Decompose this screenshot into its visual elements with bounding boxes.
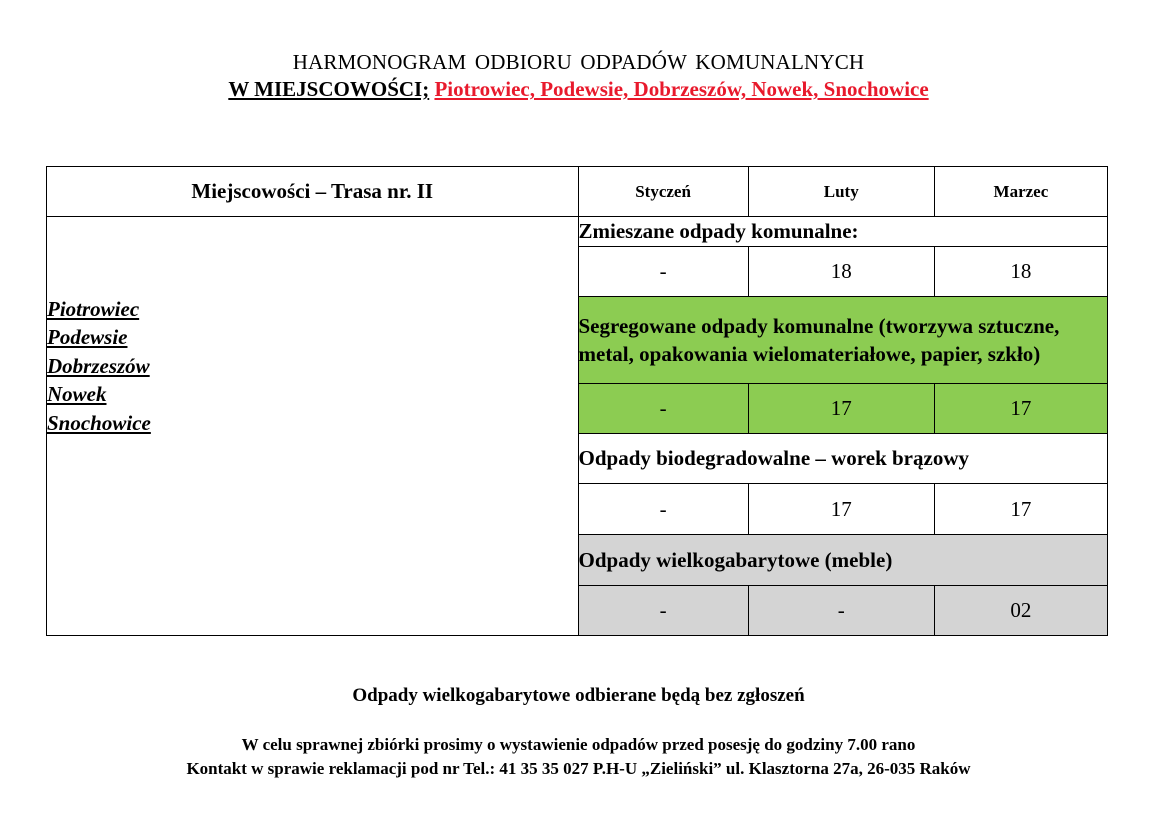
- schedule-table: [46, 166, 1108, 636]
- category-label-segregated: Segregowane odpady komunalne (tworzywa sztuczne, metal, opakowania wielomateriałowe, papier, szkło): [578, 297, 1108, 384]
- document-title: HARMONOGRAM ODBIORU ODPADÓW KOMUNALNYCH: [292, 50, 865, 74]
- date-cell: -: [578, 586, 748, 636]
- location-item: Dobrzeszów: [47, 353, 150, 378]
- date-cell: 18: [934, 247, 1107, 297]
- date-cell: 17: [934, 384, 1107, 434]
- date-cell: 17: [934, 484, 1107, 535]
- locations-list: [47, 295, 578, 438]
- month-header-february: Luty: [748, 167, 934, 217]
- location-item: Piotrowiec: [47, 296, 140, 321]
- date-cell: -: [578, 384, 748, 434]
- date-cell: 18: [748, 247, 934, 297]
- date-cell: 17: [748, 384, 934, 434]
- location-item: Podewsie: [47, 325, 128, 350]
- location-item: Snochowice: [47, 410, 151, 435]
- category-label-mixed: Zmieszane odpady komunalne:: [578, 217, 1108, 247]
- date-cell: 17: [748, 484, 934, 535]
- category-row-mixed: [47, 217, 1108, 247]
- date-cell: -: [578, 247, 748, 297]
- bulky-waste-note: Odpady wielkogabarytowe odbierane będą bez zgłoszeń: [352, 685, 805, 706]
- table-header-row: [47, 167, 1108, 217]
- collection-time-note: W celu sprawnej zbiórki prosimy o wystawienie odpadów przed posesję do godziny 7.00 rano: [241, 735, 916, 754]
- month-header-march: Marzec: [934, 167, 1107, 217]
- locations-cell: [47, 217, 579, 636]
- subtitle-places: Piotrowiec, Podewsie, Dobrzeszów, Nowek, Snochowice: [434, 77, 929, 101]
- date-cell: 02: [934, 586, 1107, 636]
- month-header-january: Styczeń: [578, 167, 748, 217]
- location-header: Miejscowości – Trasa nr. II: [47, 167, 579, 217]
- contact-note: Kontakt w sprawie reklamacji pod nr Tel.: 41 35 35 027 P.H-U „Zieliński” ul. Klasztorna 27a, 26-035 Raków: [186, 759, 971, 778]
- date-cell: -: [748, 586, 934, 636]
- subtitle-lead: W MIEJSCOWOŚCI;: [228, 77, 430, 101]
- date-cell: -: [578, 484, 748, 535]
- location-item: Nowek: [47, 382, 107, 407]
- category-label-bio: Odpady biodegradowalne – worek brązowy: [578, 434, 1108, 484]
- category-label-bulky: Odpady wielkogabarytowe (meble): [578, 535, 1108, 586]
- document-subtitle: [0, 77, 1157, 102]
